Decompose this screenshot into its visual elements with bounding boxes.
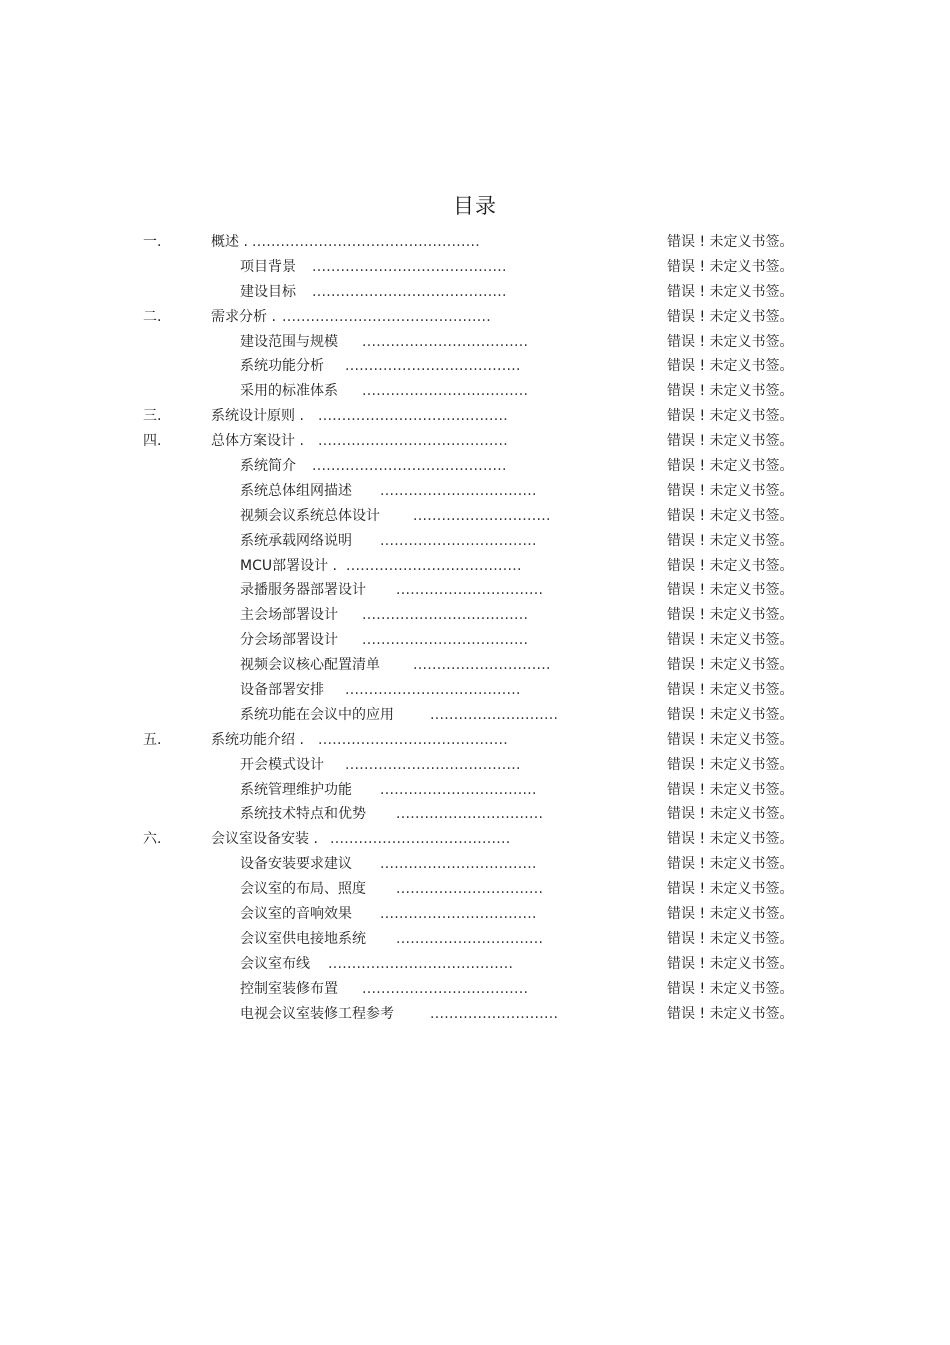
toc-entry-label: 系统简介 xyxy=(240,458,296,475)
toc-dot-leader: ................................................ xyxy=(252,234,481,250)
toc-section-row[interactable] xyxy=(0,977,950,1002)
toc-entry-label: 项目背景 xyxy=(240,258,296,275)
toc-dot-leader: ......................................... xyxy=(312,458,507,475)
toc-chapter-number: 二. xyxy=(143,308,162,325)
toc-list xyxy=(0,230,950,1027)
toc-entry-label: 系统总体组网描述 xyxy=(240,482,352,499)
toc-dot-leader: ................................. xyxy=(380,532,537,549)
toc-chapter-row[interactable] xyxy=(0,305,950,330)
toc-entry-label: 系统功能分析 xyxy=(240,358,324,375)
toc-chapter-row[interactable] xyxy=(0,429,950,454)
toc-page-reference: 错误 ! 未定义书签。 xyxy=(667,756,794,773)
toc-section-row[interactable] xyxy=(0,529,950,554)
toc-page-reference: 错误 ! 未定义书签。 xyxy=(667,632,794,649)
toc-dot-leader: ................................. xyxy=(380,906,537,923)
toc-dot-leader: ................................... xyxy=(362,607,529,624)
toc-entry-label: 总体方案设计 . xyxy=(211,433,304,450)
toc-section-row[interactable] xyxy=(0,603,950,628)
toc-page-reference: 错误 ! 未定义书签。 xyxy=(667,308,794,325)
toc-entry-label: 系统承载网络说明 xyxy=(240,532,352,549)
toc-entry-label: 会议室设备安装 . xyxy=(211,831,318,848)
toc-section-row[interactable] xyxy=(0,653,950,678)
toc-chapter-number: 一. xyxy=(143,234,162,250)
toc-section-row[interactable] xyxy=(0,877,950,902)
toc-page-reference: 错误 ! 未定义书签。 xyxy=(667,557,794,574)
toc-dot-leader: ........................................ xyxy=(318,731,509,748)
toc-entry-label: 控制室装修布置 xyxy=(240,980,338,997)
toc-dot-leader: ..................................... xyxy=(345,756,521,773)
toc-section-row[interactable] xyxy=(0,703,950,728)
toc-entry-label: 会议室的音响效果 xyxy=(240,906,352,923)
toc-page-reference: 错误 ! 未定义书签。 xyxy=(667,283,794,300)
toc-page-reference: 错误 ! 未定义书签。 xyxy=(667,234,794,250)
toc-page-reference: 错误 ! 未定义书签。 xyxy=(667,657,794,674)
toc-entry-label: 系统功能介绍 . xyxy=(211,731,304,748)
toc-entry-label: 概述 . xyxy=(211,234,248,250)
toc-page-reference: 错误 ! 未定义书签。 xyxy=(667,881,794,898)
toc-entry-label: 系统技术特点和优势 xyxy=(240,806,366,823)
toc-chapter-number: 六. xyxy=(143,831,162,848)
toc-entry-label: 采用的标准体系 xyxy=(240,383,338,400)
toc-entry-label: 建设目标 xyxy=(240,283,296,300)
toc-entry-label: 视频会议核心配置清单 xyxy=(240,657,380,674)
toc-page-reference: 错误 ! 未定义书签。 xyxy=(667,682,794,699)
toc-chapter-number: 三. xyxy=(143,408,162,425)
toc-section-row[interactable] xyxy=(0,354,950,379)
toc-title: 目录 xyxy=(453,194,497,218)
toc-dot-leader: ................................. xyxy=(380,781,537,798)
toc-entry-label: 需求分析 . xyxy=(211,308,276,325)
toc-dot-leader: ....................................... xyxy=(328,955,514,972)
toc-section-row[interactable] xyxy=(0,578,950,603)
toc-page-reference: 错误 ! 未定义书签。 xyxy=(667,930,794,947)
toc-chapter-row[interactable] xyxy=(0,827,950,852)
toc-section-row[interactable] xyxy=(0,504,950,529)
toc-section-row[interactable] xyxy=(0,678,950,703)
toc-entry-label: 会议室布线 xyxy=(240,955,310,972)
toc-dot-leader: ............................. xyxy=(413,507,551,524)
toc-page-reference: 错误 ! 未定义书签。 xyxy=(667,383,794,400)
toc-page-reference: 错误 ! 未定义书签。 xyxy=(667,258,794,275)
toc-entry-label: 开会模式设计 xyxy=(240,756,324,773)
toc-entry-label: 系统功能在会议中的应用 xyxy=(240,706,394,723)
toc-dot-leader: ........................... xyxy=(430,1005,559,1022)
toc-page-reference: 错误 ! 未定义书签。 xyxy=(667,408,794,425)
toc-dot-leader: ..................................... xyxy=(346,557,522,574)
toc-section-row[interactable] xyxy=(0,952,950,977)
toc-entry-label: 设备安装要求建议 xyxy=(240,856,352,873)
toc-entry-label: 会议室的布局、照度 xyxy=(240,881,366,898)
toc-dot-leader: ............................................ xyxy=(282,308,492,325)
toc-chapter-row[interactable] xyxy=(0,728,950,753)
toc-section-row[interactable] xyxy=(0,454,950,479)
toc-chapter-number: 四. xyxy=(143,433,162,450)
toc-dot-leader: ................................... xyxy=(362,632,529,649)
toc-page-reference: 错误 ! 未定义书签。 xyxy=(667,781,794,798)
toc-section-row[interactable] xyxy=(0,902,950,927)
toc-page-reference: 错误 ! 未定义书签。 xyxy=(667,980,794,997)
toc-section-row[interactable] xyxy=(0,802,950,827)
toc-page-reference: 错误 ! 未定义书签。 xyxy=(667,582,794,599)
toc-section-row[interactable] xyxy=(0,280,950,305)
toc-chapter-number: 五. xyxy=(143,731,162,748)
toc-dot-leader: ........................... xyxy=(430,706,559,723)
toc-page-reference: 错误 ! 未定义书签。 xyxy=(667,706,794,723)
toc-section-row[interactable] xyxy=(0,1002,950,1027)
toc-page-reference: 错误 ! 未定义书签。 xyxy=(667,458,794,475)
toc-page-reference: 错误 ! 未定义书签。 xyxy=(667,831,794,848)
toc-dot-leader: ........................................ xyxy=(318,408,509,425)
toc-page-reference: 错误 ! 未定义书签。 xyxy=(667,906,794,923)
toc-dot-leader: ............................... xyxy=(396,881,544,898)
toc-page-reference: 错误 ! 未定义书签。 xyxy=(667,1005,794,1022)
toc-entry-label: MCU部署设计 . xyxy=(240,557,338,574)
toc-dot-leader: ..................................... xyxy=(345,682,521,699)
toc-page-reference: 错误 ! 未定义书签。 xyxy=(667,806,794,823)
toc-dot-leader: ......................................... xyxy=(312,258,507,275)
toc-page-reference: 错误 ! 未定义书签。 xyxy=(667,856,794,873)
toc-page-reference: 错误 ! 未定义书签。 xyxy=(667,333,794,350)
toc-section-row[interactable] xyxy=(0,753,950,778)
toc-dot-leader: ................................... xyxy=(362,980,529,997)
toc-entry-label: 分会场部署设计 xyxy=(240,632,338,649)
toc-section-row[interactable] xyxy=(0,330,950,355)
toc-section-row[interactable] xyxy=(0,778,950,803)
toc-dot-leader: ................................... xyxy=(362,383,529,400)
toc-entry-label: 主会场部署设计 xyxy=(240,607,338,624)
toc-dot-leader: ............................... xyxy=(396,806,544,823)
toc-page-reference: 错误 ! 未定义书签。 xyxy=(667,955,794,972)
toc-section-row[interactable] xyxy=(0,852,950,877)
toc-page-reference: 错误 ! 未定义书签。 xyxy=(667,607,794,624)
toc-dot-leader: ................................. xyxy=(380,482,537,499)
toc-dot-leader: ................................... xyxy=(362,333,529,350)
toc-page-reference: 错误 ! 未定义书签。 xyxy=(667,482,794,499)
toc-entry-label: 录播服务器部署设计 xyxy=(240,582,366,599)
toc-dot-leader: ..................................... xyxy=(345,358,521,375)
toc-entry-label: 电视会议室装修工程参考 xyxy=(240,1005,394,1022)
toc-section-row[interactable] xyxy=(0,255,950,280)
toc-entry-label: 系统设计原则 . xyxy=(211,408,304,425)
toc-entry-label: 会议室供电接地系统 xyxy=(240,930,366,947)
toc-page-reference: 错误 ! 未定义书签。 xyxy=(667,731,794,748)
toc-dot-leader: ......................................... xyxy=(312,283,507,300)
toc-entry-label: 建设范围与规模 xyxy=(240,333,338,350)
toc-section-row[interactable] xyxy=(0,554,950,579)
toc-section-row[interactable] xyxy=(0,479,950,504)
toc-entry-label: 设备部署安排 xyxy=(240,682,324,699)
toc-dot-leader: ............................... xyxy=(396,930,544,947)
toc-page-reference: 错误 ! 未定义书签。 xyxy=(667,532,794,549)
toc-page-reference: 错误 ! 未定义书签。 xyxy=(667,433,794,450)
toc-section-row[interactable] xyxy=(0,379,950,404)
toc-section-row[interactable] xyxy=(0,927,950,952)
toc-section-row[interactable] xyxy=(0,628,950,653)
toc-page-reference: 错误 ! 未定义书签。 xyxy=(667,507,794,524)
toc-dot-leader: ...................................... xyxy=(330,831,511,848)
toc-dot-leader: ............................... xyxy=(396,582,544,599)
toc-page-reference: 错误 ! 未定义书签。 xyxy=(667,358,794,375)
toc-entry-label: 系统管理维护功能 xyxy=(240,781,352,798)
toc-chapter-row[interactable] xyxy=(0,404,950,429)
toc-dot-leader: ........................................ xyxy=(318,433,509,450)
toc-chapter-row[interactable] xyxy=(0,230,950,255)
toc-dot-leader: ................................. xyxy=(380,856,537,873)
toc-entry-label: 视频会议系统总体设计 xyxy=(240,507,380,524)
toc-dot-leader: ............................. xyxy=(413,657,551,674)
